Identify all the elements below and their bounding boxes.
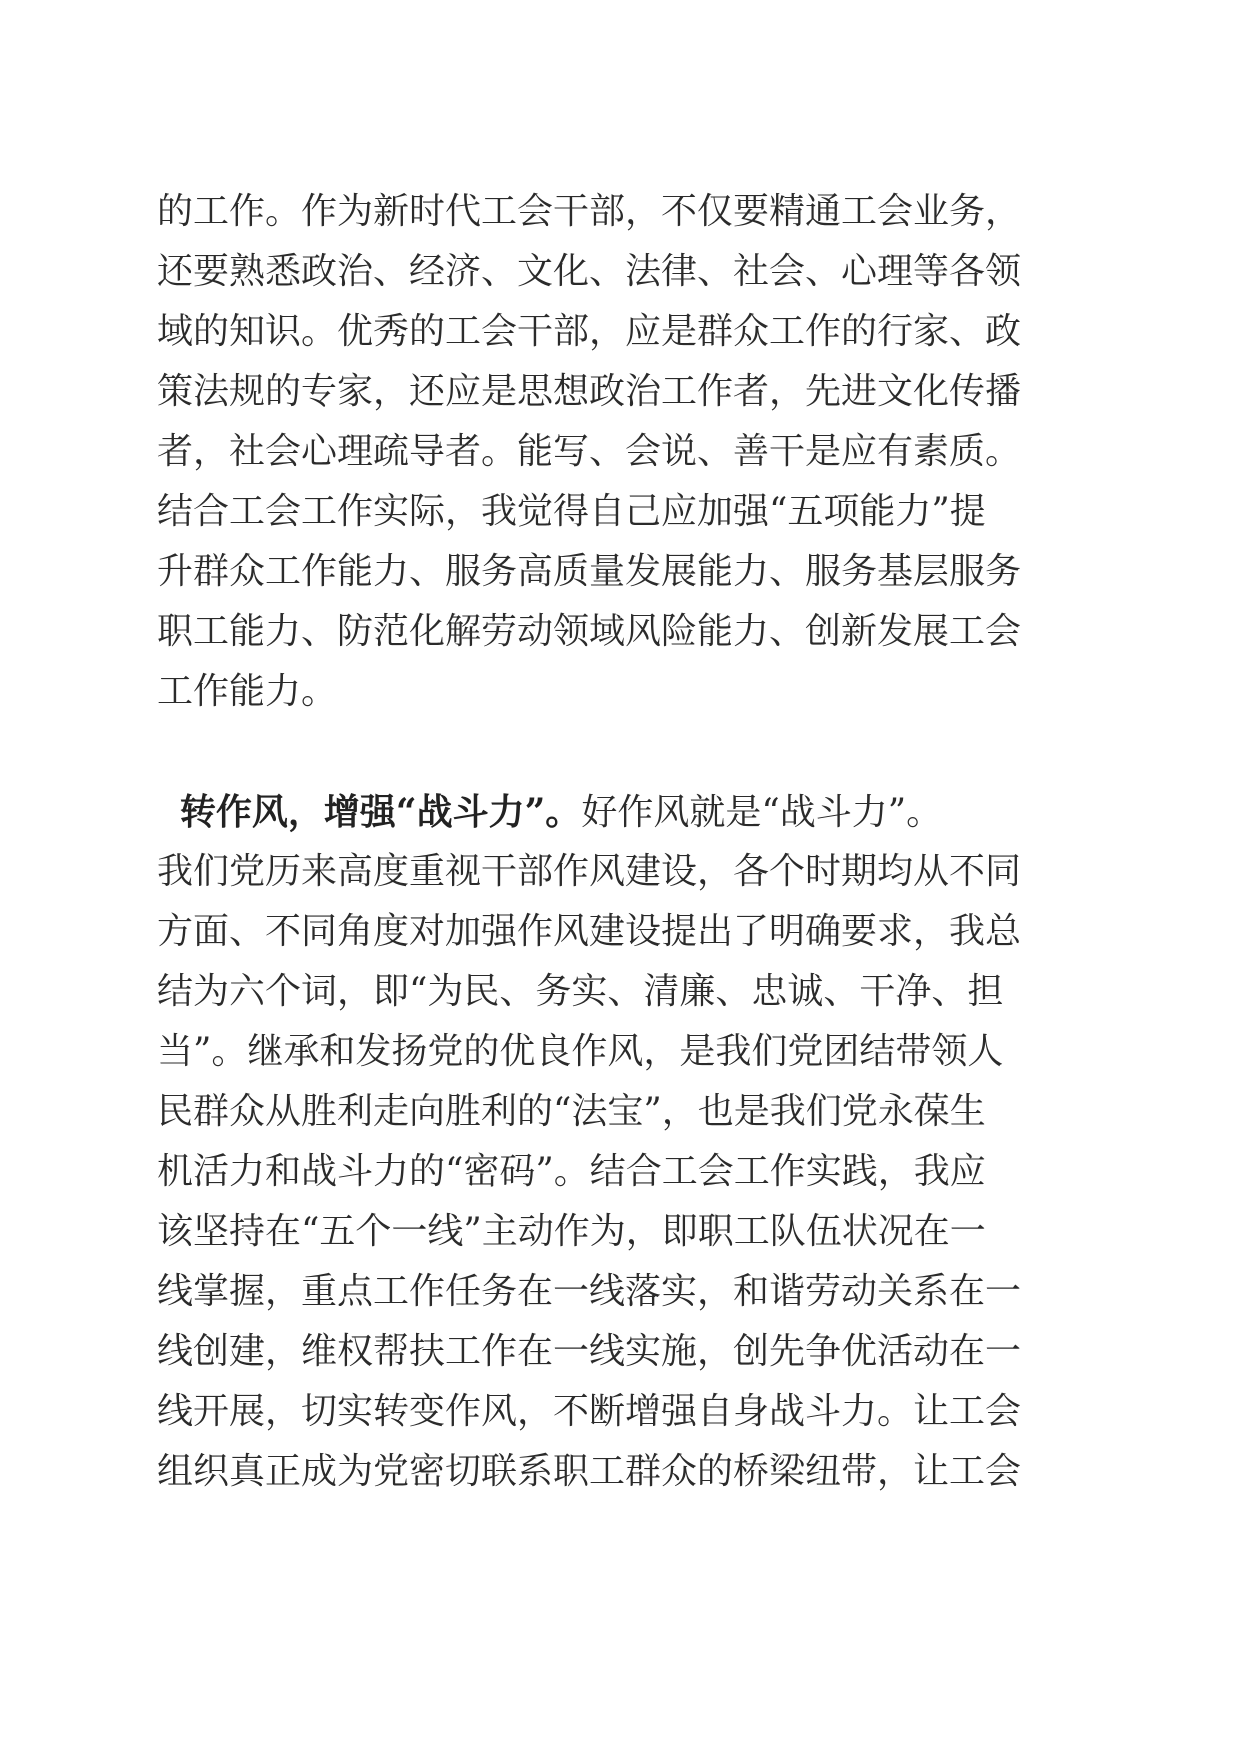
paragraph-1 (157, 182, 1057, 722)
text-line: 方面、不同角度对加强作风建设提出了明确要求，我总 (157, 911, 1022, 952)
text-line: 域的知识。优秀的工会干部，应是群众工作的行家、政 (157, 311, 1022, 352)
text-line: 策法规的专家，还应是思想政治工作者，先进文化传播 (157, 371, 1022, 412)
paragraph-first-line (157, 782, 1057, 842)
text-line: 者，社会心理疏导者。能写、会说、善干是应有素质。 (157, 431, 1022, 472)
text-line: 该坚持在“五个一线”主动作为，即职工队伍状况在一 (157, 1211, 986, 1252)
text-line: 还要熟悉政治、经济、文化、法律、社会、心理等各领 (157, 251, 1022, 292)
text-line: 线创建，维权帮扶工作在一线实施，创先争优活动在一 (157, 1331, 1022, 1372)
text-line: 职工能力、防范化解劳动领域风险能力、创新发展工会 (157, 611, 1022, 652)
text-line: 民群众从胜利走向胜利的“法宝”，也是我们党永葆生 (157, 1091, 986, 1132)
first-line-text: 好作风就是“战斗力”。 (581, 792, 943, 833)
text-line: 结为六个词，即“为民、务实、清廉、忠诚、干净、担 (157, 971, 1004, 1012)
text-line: 当”。继承和发扬党的优良作风，是我们党团结带领人 (157, 1031, 1004, 1072)
text-line: 组织真正成为党密切联系职工群众的桥梁纽带，让工会 (157, 1451, 1022, 1492)
text-line: 机活力和战斗力的“密码”。结合工会工作实践，我应 (157, 1151, 986, 1192)
text-line: 升群众工作能力、服务高质量发展能力、服务基层服务 (157, 551, 1022, 592)
text-line: 我们党历来高度重视干部作风建设，各个时期均从不同 (157, 851, 1022, 892)
text-line: 线掌握，重点工作任务在一线落实，和谐劳动关系在一 (157, 1271, 1022, 1312)
text-line: 线开展，切实转变作风，不断增强自身战斗力。让工会 (157, 1391, 1022, 1432)
text-line: 结合工会工作实际，我觉得自己应加强“五项能力”提 (157, 491, 986, 532)
text-line: 工作能力。 (157, 671, 338, 712)
paragraph-heading: 转作风，增强“战斗力”。 (179, 791, 582, 833)
paragraph-2 (157, 782, 1057, 1502)
text-line: 的工作。作为新时代工会干部，不仅要精通工会业务， (157, 191, 1022, 232)
